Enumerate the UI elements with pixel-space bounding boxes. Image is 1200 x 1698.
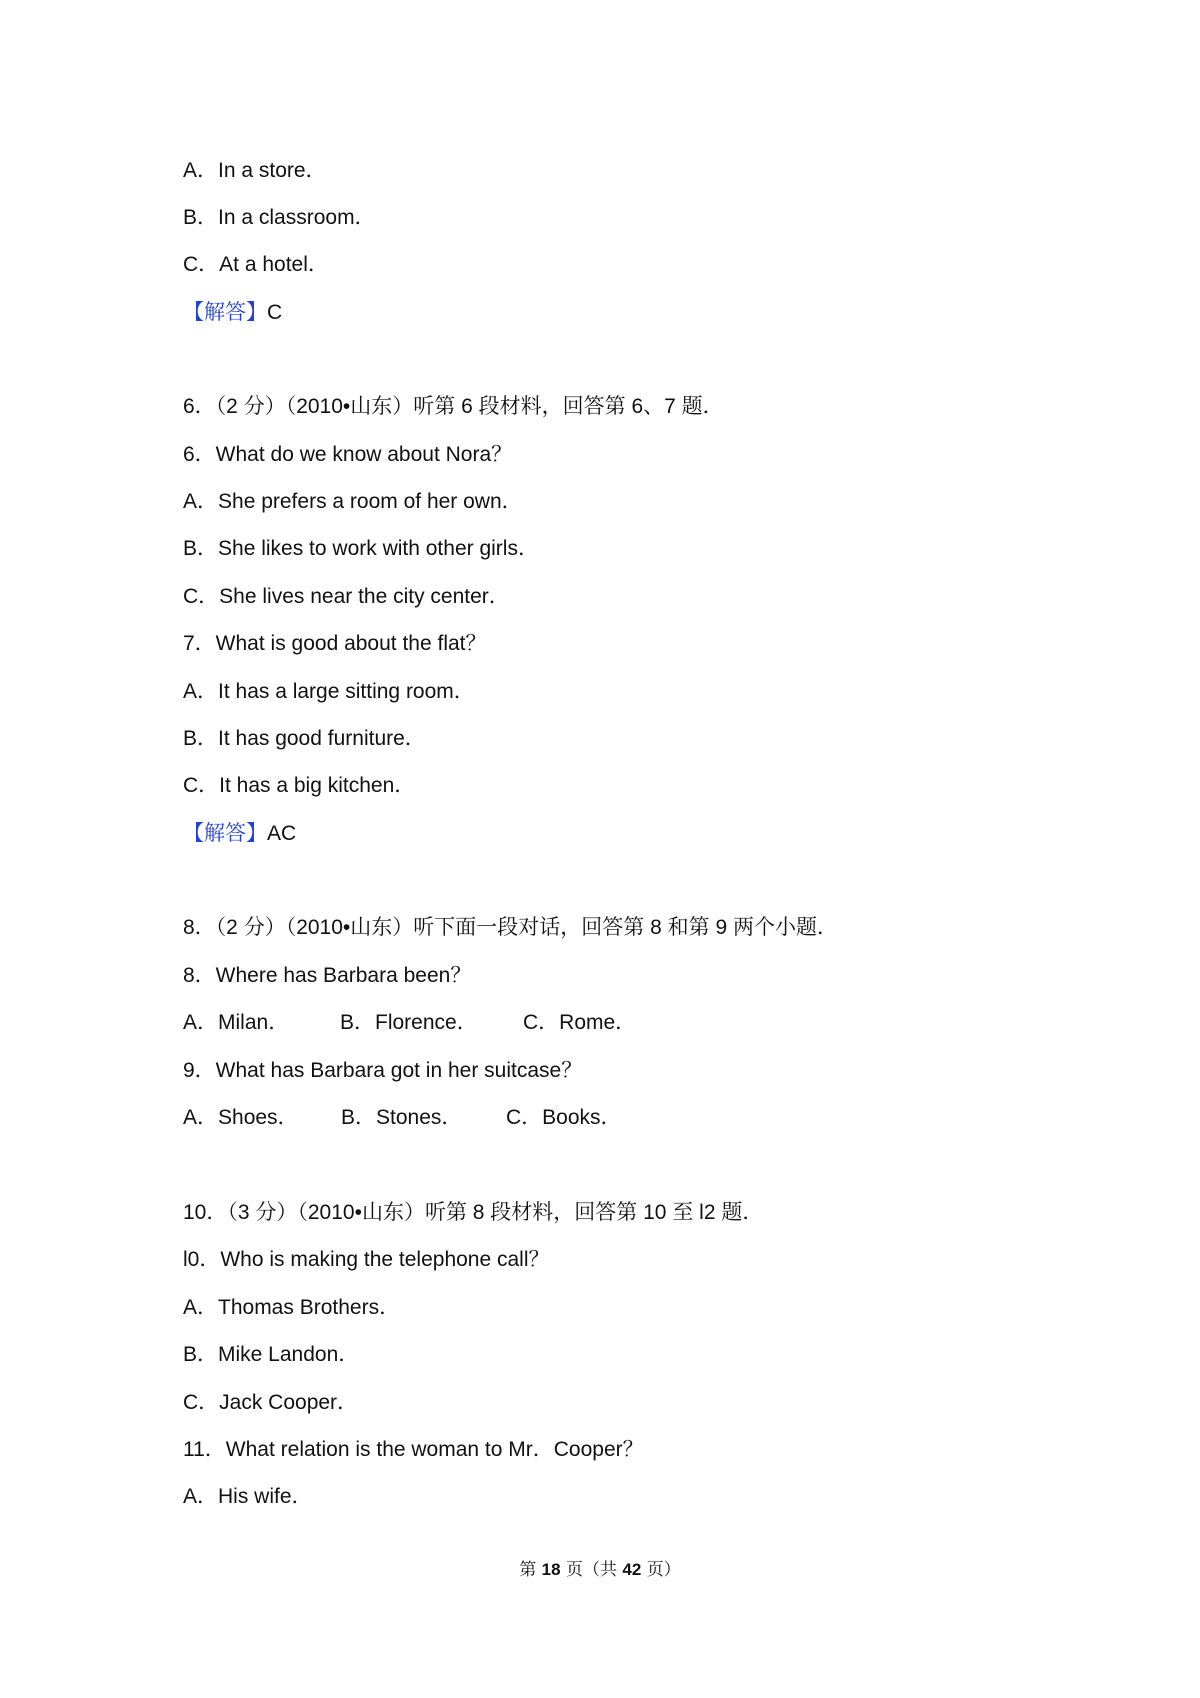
q9-option-c: C．Books． bbox=[506, 1106, 622, 1129]
q5-option-a: A．In a store． bbox=[183, 159, 327, 182]
q5-option-c: C．At a hotel． bbox=[183, 253, 329, 276]
q7-option-c: C．It has a big kitchen． bbox=[183, 774, 416, 797]
q9-option-a: A．Shoes． bbox=[183, 1106, 299, 1129]
footer-suffix: 页） bbox=[641, 1560, 681, 1580]
footer-middle: 页（共 bbox=[560, 1560, 623, 1580]
answer-value: C bbox=[267, 301, 283, 324]
q11-option-a: A．His wife． bbox=[183, 1485, 313, 1508]
q6-option-b: B．She likes to work with other girls． bbox=[183, 537, 539, 560]
answer-value: AC bbox=[267, 822, 297, 845]
q6-question: 6．What do we know about Nora？ bbox=[183, 443, 513, 466]
q6-option-c: C．She lives near the city center． bbox=[183, 585, 510, 608]
q9-options bbox=[183, 1104, 622, 1132]
q10-12-header: 10．（3 分）（2010•山东）听第 8 段材料，回答第 10 至 l2 题． bbox=[183, 1201, 764, 1224]
q8-options bbox=[183, 1009, 636, 1037]
q10-option-b: B．Mike Landon． bbox=[183, 1343, 360, 1366]
answer-label: 【解答】 bbox=[183, 301, 267, 324]
q10-option-c: C．Jack Cooper． bbox=[183, 1391, 359, 1414]
q8-option-c: C．Rome． bbox=[523, 1011, 637, 1034]
q8-question: 8．Where has Barbara been？ bbox=[183, 964, 472, 987]
footer-total-pages: 42 bbox=[622, 1560, 642, 1579]
footer-prefix: 第 bbox=[519, 1560, 542, 1580]
q8-9-header: 8．（2 分）（2010•山东）听下面一段对话，回答第 8 和第 9 两个小题． bbox=[183, 916, 838, 939]
q7-option-b: B．It has good furniture． bbox=[183, 727, 426, 750]
q6-7-header: 6．（2 分）（2010•山东）听第 6 段材料，回答第 6、7 题． bbox=[183, 395, 724, 418]
q10-option-a: A．Thomas Brothers． bbox=[183, 1296, 401, 1319]
page-footer bbox=[0, 1558, 1200, 1582]
q5-option-b: B．In a classroom． bbox=[183, 206, 376, 229]
q10-question: l0．Who is making the telephone call？ bbox=[183, 1248, 550, 1271]
q9-question: 9．What has Barbara got in her suitcase？ bbox=[183, 1059, 583, 1082]
q9-option-b: B．Stones． bbox=[341, 1106, 463, 1129]
answer-label: 【解答】 bbox=[183, 822, 267, 845]
q11-question: 11．What relation is the woman to Mr．Cooper？ bbox=[183, 1438, 644, 1461]
q8-option-a: A．Milan． bbox=[183, 1011, 290, 1034]
footer-page-number: 18 bbox=[541, 1560, 561, 1579]
q7-option-a: A．It has a large sitting room． bbox=[183, 680, 475, 703]
q6-option-a: A．She prefers a room of her own． bbox=[183, 490, 523, 513]
q6-7-answer bbox=[183, 820, 296, 848]
q8-option-b: B．Florence． bbox=[340, 1011, 478, 1034]
q7-question: 7．What is good about the flat？ bbox=[183, 632, 487, 655]
q5-answer bbox=[183, 299, 282, 327]
